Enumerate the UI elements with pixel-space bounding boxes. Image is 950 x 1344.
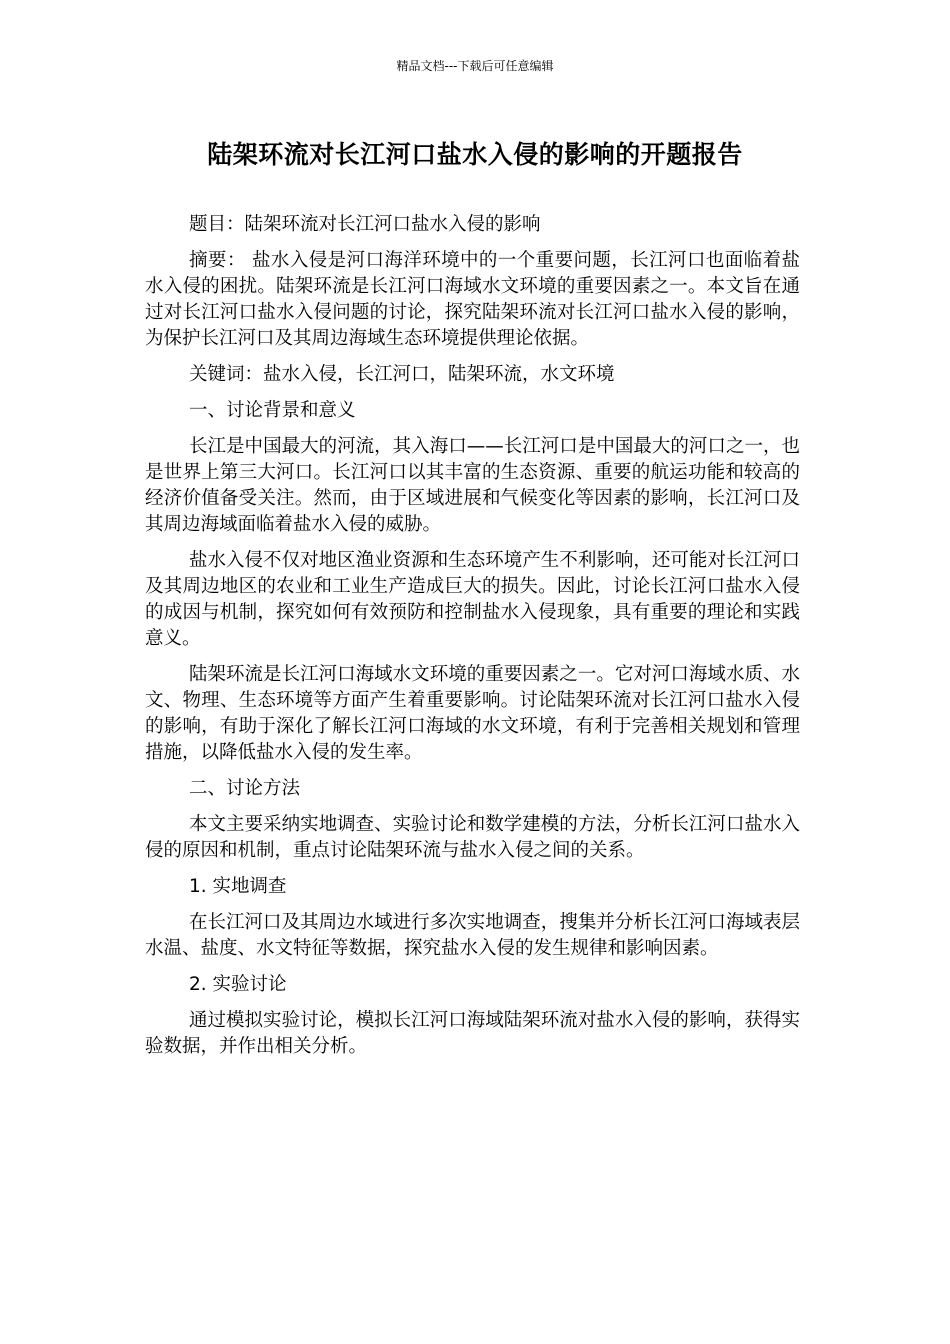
field-survey-paragraph: 在长江河口及其周边水域进行多次实地调查，搜集并分析长江河口海域表层水温、盐度、水文特征等数据，探究盐水入侵的发生规律和影响因素。 bbox=[145, 912, 800, 959]
keywords-line: 关键词：盐水入侵，长江河口，陆架环流，水文环境 bbox=[189, 364, 615, 385]
background-paragraph-3: 陆架环流是长江河口海域水文环境的重要因素之一。它对河口海域水质、水文、物理、生态环境等方面产生着重要影响。讨论陆架环流对长江河口盐水入侵的影响，有助于深化了解长江河口海域的水文环境，有利于完善相关规划和管理措施，以降低盐水入侵的发生率。 bbox=[145, 664, 800, 763]
subheading-field-survey: 1. 实地调查 bbox=[189, 876, 287, 897]
page-header: 精品文档---下载后可任意编辑 bbox=[396, 59, 554, 73]
abstract-paragraph: 摘要： 盐水入侵是河口海洋环境中的一个重要问题，长江河口也面临着盐水入侵的困扰。陆架环流是长江河口海域水文环境的重要因素之一。本文旨在通过对长江河口盐水入侵问题的讨论，探究陆架环流对长江河口盐水入侵的影响，为保护长江河口及其周边海域生态环境提供理论依据。 bbox=[145, 250, 800, 349]
background-paragraph-1: 长江是中国最大的河流，其入海口——长江河口是中国最大的河口之一，也是世界上第三大河口。长江河口以其丰富的生态资源、重要的航运功能和较高的经济价值备受关注。然而，由于区域进展和气候变化等因素的影响，长江河口及其周边海域面临着盐水入侵的威胁。 bbox=[145, 436, 800, 535]
topic-line: 题目：陆架环流对长江河口盐水入侵的影响 bbox=[189, 214, 541, 235]
experiment-paragraph: 通过模拟实验讨论，模拟长江河口海域陆架环流对盐水入侵的影响，获得实验数据，并作出相关分析。 bbox=[145, 1010, 800, 1057]
methods-paragraph: 本文主要采纳实地调查、实验讨论和数学建模的方法，分析长江河口盐水入侵的原因和机制，重点讨论陆架环流与盐水入侵之间的关系。 bbox=[145, 814, 800, 861]
subheading-experiment: 2. 实验讨论 bbox=[189, 974, 287, 995]
section-heading-methods: 二、讨论方法 bbox=[189, 778, 301, 799]
document-title: 陆架环流对长江河口盐水入侵的影响的开题报告 bbox=[207, 140, 743, 169]
background-paragraph-2: 盐水入侵不仅对地区渔业资源和生态环境产生不利影响，还可能对长江河口及其周边地区的农业和工业生产造成巨大的损失。因此，讨论长江河口盐水入侵的成因与机制，探究如何有效预防和控制盐水入侵现象，具有重要的理论和实践意义。 bbox=[145, 550, 800, 649]
section-heading-background: 一、讨论背景和意义 bbox=[189, 400, 356, 421]
document-body bbox=[145, 212, 800, 1070]
